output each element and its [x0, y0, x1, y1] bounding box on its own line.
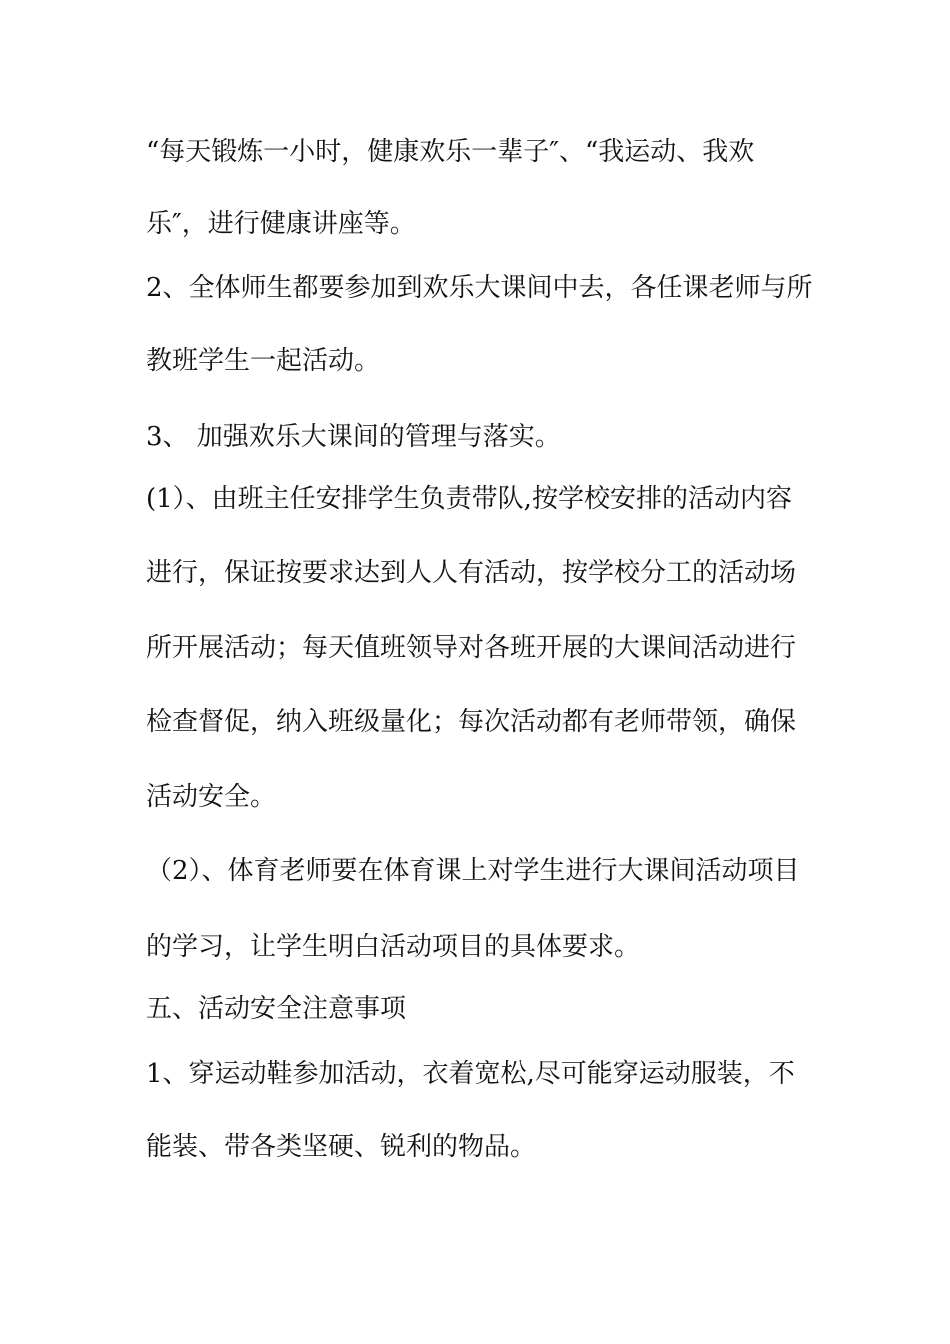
text-line-9: 检查督促，纳入班级量化；每次活动都有老师带领，确保	[146, 707, 797, 737]
text-line-1: “每天锻炼一小时，健康欢乐一辈子″、“我运动、我欢	[146, 137, 755, 167]
text-line-7: 进行，保证按要求达到人人有活动，按学校分工的活动场	[146, 558, 797, 588]
text-line-14: 1、穿运动鞋参加活动，衣着宽松,尽可能穿运动服装，不	[146, 1059, 795, 1089]
text-line-4: 教班学生一起活动。	[146, 346, 381, 376]
text-line-3: 2、全体师生都要参加到欢乐大课间中去，各任课老师与所	[146, 273, 813, 303]
text-line-11: （2）、体育老师要在体育课上对学生进行大课间活动项目	[146, 856, 800, 886]
text-line-10: 活动安全。	[146, 782, 277, 812]
text-line-15: 能装、带各类坚硬、锐利的物品。	[146, 1132, 537, 1162]
text-line-2: 乐″，进行健康讲座等。	[146, 209, 416, 239]
text-line-12: 的学习，让学生明白活动项目的具体要求。	[146, 932, 641, 962]
text-line-8: 所开展活动；每天值班领导对各班开展的大课间活动进行	[146, 633, 797, 663]
text-line-6: (1）、由班主任安排学生负责带队,按学校安排的活动内容	[146, 484, 792, 514]
text-line-13: 五、活动安全注意事项	[146, 994, 407, 1024]
text-line-5: 3、 加强欢乐大课间的管理与落实。	[146, 422, 561, 452]
